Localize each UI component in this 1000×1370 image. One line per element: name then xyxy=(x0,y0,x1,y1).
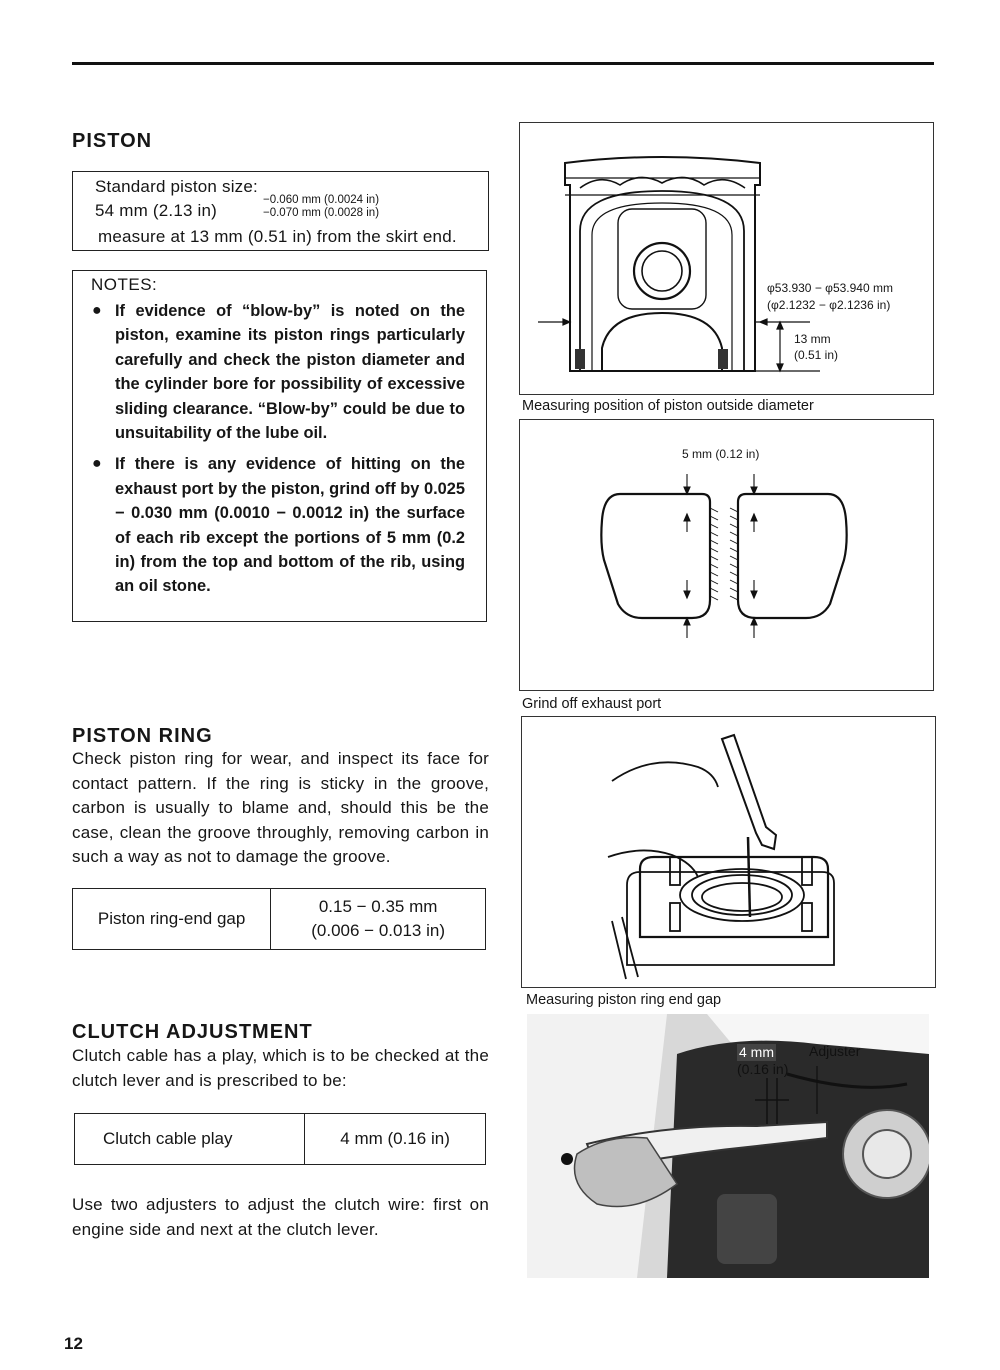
clutch-play-table xyxy=(74,1113,486,1165)
clutch-heading: CLUTCH ADJUSTMENT xyxy=(72,1021,313,1043)
adjuster-label: Adjuster xyxy=(809,1043,861,1059)
ring-gap-illustration xyxy=(522,717,935,987)
piston-diameter-figure xyxy=(519,122,934,395)
clutch-play-photo-label xyxy=(737,1044,788,1078)
tolerance-lower: −0.070 mm (0.0028 in) xyxy=(263,207,380,219)
piston-ring-heading: PISTON RING xyxy=(72,725,213,747)
ring-gap-in: (0.006 − 0.013 in) xyxy=(311,921,445,940)
ring-gap-label: Piston ring-end gap xyxy=(73,889,271,950)
diameter-mm-label: φ53.930 − φ53.940 mm xyxy=(767,281,893,295)
fig2-caption: Grind off exhaust port xyxy=(522,696,662,712)
diameter-in-label: (φ2.1232 − φ2.1236 in) xyxy=(767,298,891,312)
fig3-caption: Measuring piston ring end gap xyxy=(526,992,722,1008)
note-text: If there is any evidence of hitting on the exhaust port by the piston, grind off by 0.025 − 0.030 mm (0.0010 − 0.0012 in) the surface of each rib except the portions of 5 mm (0.2 in) from the top and bottom of the rib, using an oil stone. xyxy=(115,455,465,596)
piston-heading: PISTON xyxy=(72,130,153,152)
exhaust-port-figure xyxy=(519,419,934,691)
ring-gap-table xyxy=(72,888,486,950)
page-number: 12 xyxy=(64,1334,83,1353)
fig1-caption: Measuring position of piston outside diameter xyxy=(522,398,814,414)
bullet-icon: ● xyxy=(92,455,102,473)
photo-label-in: (0.16 in) xyxy=(737,1061,789,1077)
notes-heading: NOTES: xyxy=(91,275,158,294)
height-mm-label: 13 mm xyxy=(794,332,831,346)
notes-box xyxy=(72,270,487,622)
piston-diagram xyxy=(520,123,933,394)
note-item xyxy=(77,452,465,598)
top-rule xyxy=(72,62,934,65)
clutch-play-label: Clutch cable play xyxy=(75,1114,305,1165)
note-item xyxy=(77,299,465,445)
spec-label: Standard piston size: xyxy=(95,177,258,196)
spec-tolerance xyxy=(263,194,379,220)
rib-margin-label: 5 mm (0.12 in) xyxy=(682,447,760,461)
clutch-play-value: 4 mm (0.16 in) xyxy=(305,1114,486,1165)
piston-spec-box xyxy=(72,171,489,251)
height-in-label: (0.51 in) xyxy=(794,348,839,362)
ring-gap-value xyxy=(271,889,486,950)
clutch-footer-text: Use two adjusters to adjust the clutch wire: first on engine side and next at the clutch lever. xyxy=(72,1195,489,1239)
bullet-icon: ● xyxy=(92,302,102,319)
photo-label-mm: 4 mm xyxy=(739,1044,774,1060)
piston-ring-body: Check piston ring for wear, and inspect its face for contact pattern. If the ring is sticky in the groove, carbon is usually to blame and, should this be the case, clean the groove throughly, removing carbon in such a way as not to damage the groove. xyxy=(72,749,489,866)
ring-gap-mm: 0.15 − 0.35 mm xyxy=(318,897,438,916)
notes-list xyxy=(77,299,465,599)
tolerance-upper: −0.060 mm (0.0024 in) xyxy=(263,194,380,206)
rib-hatching xyxy=(710,508,738,600)
clutch-photo-illustration xyxy=(527,1014,929,1278)
clutch-lever-photo xyxy=(527,1014,929,1278)
clutch-body: Clutch cable has a play, which is to be checked at the clutch lever and is prescribed to be: xyxy=(72,1046,489,1090)
spec-size: 54 mm (2.13 in) xyxy=(95,201,218,220)
spec-measure: measure at 13 mm (0.51 in) from the skirt end. xyxy=(98,227,457,246)
ring-gap-figure xyxy=(521,716,936,988)
note-text: If evidence of “blow-by” is noted on the piston, examine its piston rings particularly carefully and check the piston diameter and the cylinder bore for possibility of excessive sliding clearance. “Blow-by” could be due to unsuitability of the lube oil. xyxy=(115,302,465,443)
